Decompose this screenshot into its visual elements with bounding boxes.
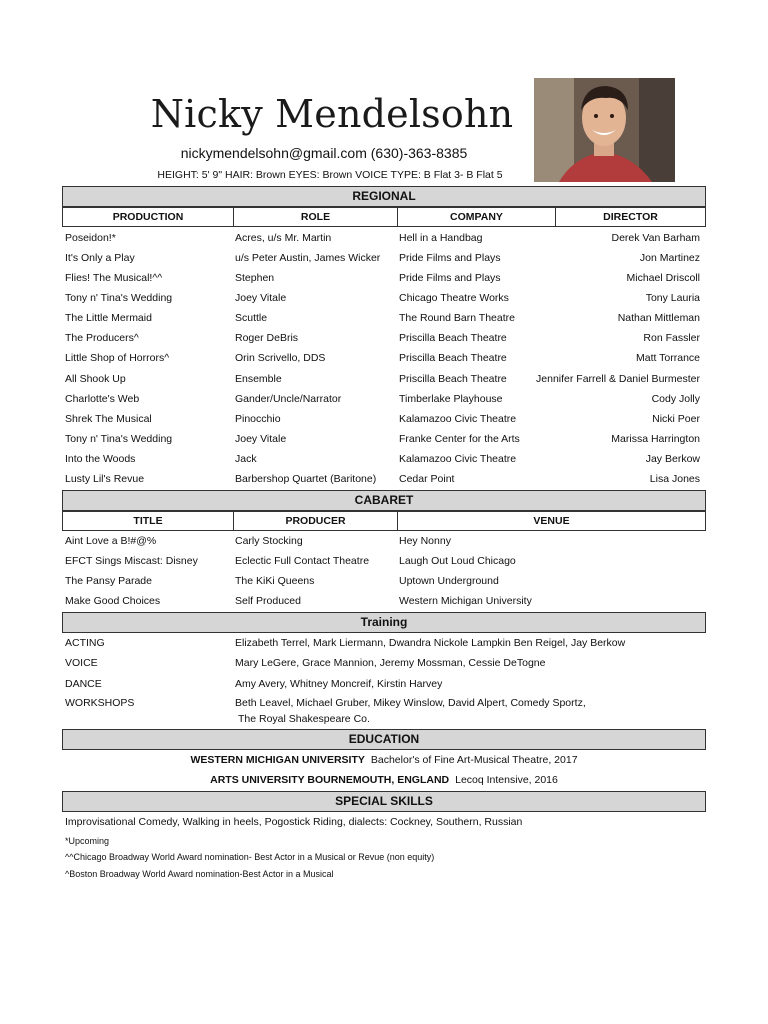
regional-row	[62, 369, 706, 389]
training-teachers: Amy Avery, Whitney Moncreif, Kirstin Harvey	[235, 678, 443, 690]
venue: Hey Nonny	[399, 535, 451, 547]
company: Pride Films and Plays	[399, 272, 501, 284]
training-row	[62, 653, 706, 673]
school-name: ARTS UNIVERSITY BOURNEMOUTH, ENGLAND	[210, 774, 450, 786]
director: Lisa Jones	[649, 473, 700, 485]
director: Marissa Harrington	[611, 433, 700, 445]
role: Barbershop Quartet (Baritone)	[235, 473, 377, 485]
director: Michael Driscoll	[626, 272, 700, 284]
regional-row	[62, 409, 706, 429]
company: Pride Films and Plays	[399, 252, 501, 264]
role: u/s Peter Austin, James Wicker	[235, 252, 381, 264]
training-teachers: Mary LeGere, Grace Mannion, Jeremy Mossman, Cessie DeTogne	[235, 657, 546, 669]
role: Scuttle	[235, 312, 268, 324]
regional-row	[62, 469, 706, 489]
regional-column-headers	[62, 207, 706, 227]
company: Priscilla Beach Theatre	[399, 332, 507, 344]
venue: Western Michigan University	[399, 595, 532, 607]
production: Into the Woods	[65, 453, 136, 465]
training-section-header: Training	[62, 612, 706, 633]
regional-row	[62, 348, 706, 368]
venue: Laugh Out Loud Chicago	[399, 555, 516, 567]
regional-row	[62, 328, 706, 348]
director: Jon Martinez	[639, 252, 700, 264]
role: Pinocchio	[235, 413, 281, 425]
director: Cody Jolly	[651, 393, 700, 405]
col-title: TITLE	[63, 512, 234, 530]
regional-row	[62, 228, 706, 248]
production: Shrek The Musical	[65, 413, 152, 425]
cabaret-title: The Pansy Parade	[65, 575, 152, 587]
production: It's Only a Play	[65, 252, 135, 264]
education-entry	[62, 751, 706, 769]
training-category: DANCE	[65, 678, 102, 690]
director: Derek Van Barham	[611, 232, 700, 244]
training-teachers: Beth Leavel, Michael Gruber, Mikey Winslow, David Alpert, Comedy Sportz,	[235, 697, 586, 709]
contact-line: nickymendelsohn@gmail.com (630)-363-8385	[180, 145, 468, 161]
production: Flies! The Musical!^^	[65, 272, 163, 284]
skills-text: Improvisational Comedy, Walking in heels, Pogostick Riding, dialects: Cockney, Southern, Russian	[65, 816, 523, 828]
col-company: COMPANY	[398, 208, 556, 226]
producer: The KiKi Queens	[235, 575, 315, 587]
company: The Round Barn Theatre	[399, 312, 515, 324]
education-section-header: EDUCATION	[62, 729, 706, 750]
cabaret-row	[62, 571, 706, 591]
col-venue: VENUE	[533, 515, 570, 527]
role: Joey Vitale	[235, 292, 287, 304]
education-entry	[62, 771, 706, 789]
cabaret-column-headers	[62, 511, 706, 531]
role: Ensemble	[235, 373, 282, 385]
director: Tony Lauria	[645, 292, 700, 304]
production: The Little Mermaid	[65, 312, 152, 324]
production: The Producers^	[65, 332, 139, 344]
regional-row	[62, 308, 706, 328]
production: Tony n' Tina's Wedding	[65, 292, 173, 304]
role: Roger DeBris	[235, 332, 299, 344]
director: Nathan Mittleman	[617, 312, 700, 324]
venue: Uptown Underground	[399, 575, 499, 587]
skills-section-header: SPECIAL SKILLS	[62, 791, 706, 812]
training-row	[62, 633, 706, 653]
col-producer: PRODUCER	[234, 512, 398, 530]
company: Hell in a Handbag	[399, 232, 483, 244]
training-row-continuation	[62, 709, 706, 729]
degree-detail: Bachelor's of Fine Art-Musical Theatre, 2017	[370, 754, 578, 766]
director: Jay Berkow	[645, 453, 700, 465]
production: Poseidon!*	[65, 232, 116, 244]
col-role: ROLE	[234, 208, 398, 226]
footnote-boston: ^Boston Broadway World Award nomination-Best Actor in a Musical	[65, 869, 334, 879]
training-teachers-continued: The Royal Shakespeare Co.	[238, 713, 370, 725]
footnote-upcoming: *Upcoming	[65, 836, 110, 846]
training-category: VOICE	[65, 657, 98, 669]
director: Matt Torrance	[636, 352, 700, 364]
col-director: DIRECTOR	[603, 211, 658, 223]
regional-section-header: REGIONAL	[62, 186, 706, 207]
cabaret-title: Make Good Choices	[65, 595, 161, 607]
cabaret-section-header: CABARET	[62, 490, 706, 511]
company: Chicago Theatre Works	[399, 292, 509, 304]
production: Tony n' Tina's Wedding	[65, 433, 173, 445]
production: Lusty Lil's Revue	[65, 473, 145, 485]
company: Kalamazoo Civic Theatre	[399, 413, 517, 425]
regional-row	[62, 288, 706, 308]
role: Orin Scrivello, DDS	[235, 352, 326, 364]
company: Franke Center for the Arts	[399, 433, 520, 445]
regional-row	[62, 429, 706, 449]
regional-row	[62, 268, 706, 288]
role: Stephen	[235, 272, 275, 284]
role: Gander/Uncle/Narrator	[235, 393, 342, 405]
company: Cedar Point	[399, 473, 455, 485]
company: Priscilla Beach Theatre	[399, 373, 507, 385]
training-teachers: Elizabeth Terrel, Mark Liermann, Dwandra Nickole Lampkin Ben Reigel, Jay Berkow	[235, 637, 626, 649]
actor-name: Nicky Mendelsohn	[150, 92, 514, 136]
col-production: PRODUCTION	[63, 208, 234, 226]
director: Jennifer Farrell & Daniel Burmester	[536, 373, 700, 385]
training-category: ACTING	[65, 637, 105, 649]
physical-stats: HEIGHT: 5' 9" HAIR: Brown EYES: Brown VOICE TYPE: B Flat 3- B Flat 5	[157, 169, 503, 181]
training-category: WORKSHOPS	[65, 697, 135, 709]
role: Joey Vitale	[235, 433, 287, 445]
school-name: WESTERN MICHIGAN UNIVERSITY	[190, 754, 365, 766]
cabaret-title: Aint Love a B!#@%	[65, 535, 157, 547]
regional-row	[62, 449, 706, 469]
regional-row	[62, 248, 706, 268]
footnote-chicago: ^^Chicago Broadway World Award nomination- Best Actor in a Musical or Revue (non equity)	[65, 852, 435, 862]
role: Jack	[235, 453, 257, 465]
production: Little Shop of Horrors^	[65, 352, 170, 364]
headshot-photo	[534, 78, 675, 182]
company: Timberlake Playhouse	[399, 393, 503, 405]
producer: Eclectic Full Contact Theatre	[235, 555, 370, 567]
producer: Self Produced	[235, 595, 301, 607]
cabaret-row	[62, 531, 706, 551]
role: Acres, u/s Mr. Martin	[235, 232, 332, 244]
production: Charlotte's Web	[65, 393, 140, 405]
director: Nicki Poer	[652, 413, 700, 425]
regional-row	[62, 389, 706, 409]
director: Ron Fassler	[643, 332, 700, 344]
company: Kalamazoo Civic Theatre	[399, 453, 517, 465]
company: Priscilla Beach Theatre	[399, 352, 507, 364]
cabaret-title: EFCT Sings Miscast: Disney	[65, 555, 198, 567]
headshot-image-icon	[534, 78, 675, 182]
training-row	[62, 674, 706, 694]
cabaret-row	[62, 551, 706, 571]
producer: Carly Stocking	[235, 535, 303, 547]
degree-detail: Lecoq Intensive, 2016	[455, 774, 558, 786]
production: All Shook Up	[65, 373, 126, 385]
cabaret-row	[62, 591, 706, 611]
